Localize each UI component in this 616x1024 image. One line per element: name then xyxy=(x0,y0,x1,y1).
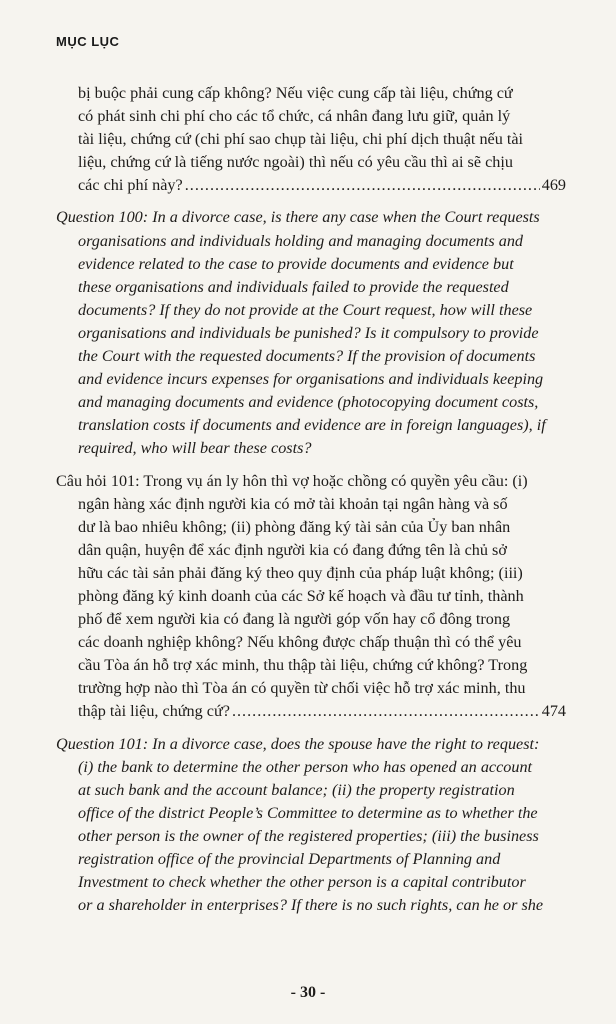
toc-line: tài liệu, chứng cứ (chi phí sao chụp tài liệu, chi phí dịch thuật nếu tài xyxy=(78,130,524,149)
toc-line: In a divorce case, is there any case when the Court requests xyxy=(152,208,540,227)
toc-line: Investment to check whether the other person is a capital contributor xyxy=(78,873,526,892)
toc-page-number[interactable]: 474 xyxy=(541,702,566,721)
toc-entry-cau-hoi-101[interactable] xyxy=(56,470,566,724)
toc-line: translation costs if documents and evidence are in foreign languages), if xyxy=(78,416,546,435)
toc-line: có phát sinh chi phí cho các tổ chức, cá nhân đang lưu giữ, quản lý xyxy=(78,107,511,126)
page-footer-number: - 30 - xyxy=(290,984,326,1001)
toc-line: trường hợp nào thì Tòa án có quyền từ chối việc hỗ trợ xác minh, thu xyxy=(78,679,526,698)
toc-line: the Court with the requested documents? If the provision of documents xyxy=(78,347,536,366)
toc-line: bị buộc phải cung cấp không? Nếu việc cung cấp tài liệu, chứng cứ xyxy=(78,84,513,102)
toc-line: registration office of the provincial Departments of Planning and xyxy=(78,850,501,868)
question-label: Question 101: xyxy=(56,734,149,753)
toc-entry-continuation xyxy=(78,82,566,197)
toc-entry-question-100[interactable] xyxy=(56,206,566,460)
toc-line: organisations and individuals holding and managing documents and xyxy=(78,231,524,250)
toc-line: thập tài liệu, chứng cứ? xyxy=(78,702,230,721)
toc-line: office of the district People’s Committee to determine as to whether the xyxy=(78,803,538,822)
toc-line xyxy=(56,470,566,493)
toc-line: organisations and individuals be punished? Is it compulsory to provide xyxy=(78,323,539,342)
toc-line: and evidence incurs expenses for organisations and individuals keeping xyxy=(78,370,544,389)
toc-line: hữu các tài sản phải đăng ký theo quy định của pháp luật không; (iii) xyxy=(78,563,523,582)
toc-line xyxy=(56,206,566,229)
toc-line: at such bank and the account balance; (ii) the property registration xyxy=(78,780,515,799)
table-of-contents xyxy=(56,82,566,926)
toc-line: liệu, chứng cứ là tiếng nước ngoài) thì nếu có yêu cầu thì ai sẽ chịu xyxy=(78,153,513,172)
toc-line: required, who will bear these costs? xyxy=(78,439,312,458)
toc-line: evidence related to the case to provide documents and evidence but xyxy=(78,254,514,273)
toc-line: and managing documents and evidence (photocopying document costs, xyxy=(78,393,539,412)
question-label: Câu hỏi 101: xyxy=(56,471,140,490)
toc-line: các doanh nghiệp không? Nếu không được chấp thuận thì có thể yêu xyxy=(78,633,522,652)
toc-page-number[interactable]: 469 xyxy=(541,176,566,195)
toc-line: (i) the bank to determine the other person who has opened an account xyxy=(78,757,533,776)
toc-line: these organisations and individuals failed to provide the requested xyxy=(78,277,509,296)
toc-line: or a shareholder in enterprises? If there is no such rights, can he or she xyxy=(78,896,544,915)
toc-line: cầu Tòa án hỗ trợ xác minh, thu thập tài liệu, chứng cứ không? Trong xyxy=(78,656,528,675)
toc-line: Trong vụ án ly hôn thì vợ hoặc chồng có quyền yêu cầu: (i) xyxy=(143,471,528,490)
toc-line: ngân hàng xác định người kia có mở tài khoản tại ngân hàng và số xyxy=(78,494,508,513)
toc-line: phố để xem người kia có đang là người góp vốn hay cổ đông trong xyxy=(78,610,511,629)
page-header: MỤC LỤC xyxy=(56,34,120,49)
leader-dots xyxy=(185,174,540,197)
toc-line: other person is the owner of the registered properties; (iii) the business xyxy=(78,826,539,845)
toc-line xyxy=(56,733,566,756)
toc-line-with-page xyxy=(78,700,566,723)
toc-entry-question-101[interactable] xyxy=(56,733,566,918)
toc-line: phòng đăng ký kinh doanh của các Sở kế hoạch và đầu tư tỉnh, thành xyxy=(78,586,524,605)
toc-line: dư là bao nhiêu không; (ii) phòng đăng ký tài sản của Ủy ban nhân xyxy=(78,517,511,536)
toc-line: dân quận, huyện để xác định người kia có đang đứng tên là chủ sở xyxy=(78,540,507,559)
question-label: Question 100: xyxy=(56,208,149,227)
leader-dots xyxy=(232,700,540,723)
toc-line: các chi phí này? xyxy=(78,176,183,195)
toc-line: In a divorce case, does the spouse have the right to request: xyxy=(152,734,540,753)
toc-line: documents? If they do not provide at the Court request, how will these xyxy=(78,300,533,319)
toc-line-with-page xyxy=(78,174,566,197)
